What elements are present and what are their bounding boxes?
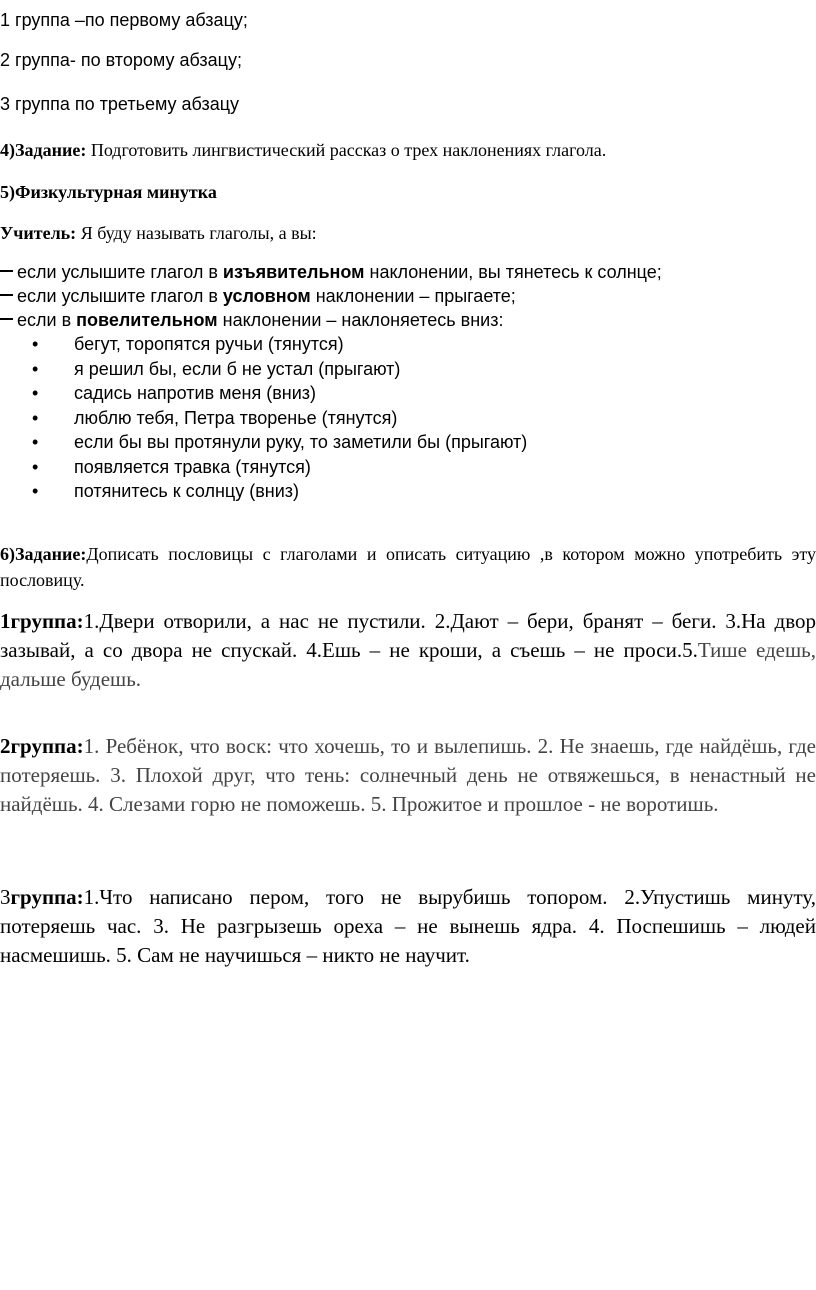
dash-item-bold: условном: [222, 286, 311, 306]
list-item: [0, 479, 527, 504]
group-3-text: 1.Что написано пером, того не вырубишь топором. 2.Упустишь минуту, потеряешь час. 3. Не разгрызешь ореха – не вынешь ядра. 4. Поспешишь – людей насмешишь. 5. Сам не научишься – никто не научит.: [0, 885, 816, 967]
dash-item-bold: изъявительном: [222, 262, 365, 282]
group-2-text: 1. Ребёнок, что воск: что хочешь, то и вылепишь. 2. Не знаешь, где найдёшь, где потеряешь. 3. Плохой друг, что тень: солнечный день не отвяжешься, в ненастный не найдёшь. 4. Слезами горю не поможешь. 5. Прожитое и прошлое - не воротишь.: [0, 734, 816, 816]
dash-item-post: наклонении, вы тянетесь к солнце;: [364, 262, 662, 282]
teacher-text: Я буду называть глаголы, а вы:: [76, 223, 317, 243]
group-3-number: 3: [0, 885, 11, 909]
list-item: [0, 357, 527, 382]
bullet-icon: •: [32, 358, 39, 379]
dash-item-1: [0, 260, 662, 284]
task-5-label: 5)Физкультурная минутка: [0, 182, 217, 202]
list-item-text: люблю тебя, Петра творенье (тянутся): [74, 407, 398, 428]
group-1-text: 1.Двери отворили, а нас не пустили. 2.Дают – бери, бранят – беги. 3.На двор зазывай, а со двора не спускай. 4.Ешь – не кроши, а съешь – не проси.5.: [0, 609, 816, 662]
bullet-icon: •: [32, 456, 39, 477]
dash-item-pre: если услышите глагол в: [17, 286, 223, 306]
line-group-2: 2 группа- по второму абзацу;: [0, 50, 242, 70]
group-1-tail: Тише едешь, дальше будешь.: [0, 638, 816, 691]
dash-mark: [0, 318, 13, 320]
task-4-text: Подготовить лингвистический рассказ о трех наклонениях глагола.: [86, 140, 607, 160]
list-item: [0, 381, 527, 406]
list-item: [0, 455, 527, 480]
verb-list: [0, 332, 527, 504]
list-item-text: я решил бы, если б не устал (прыгают): [74, 358, 401, 379]
dash-mark: [0, 270, 13, 272]
dash-item-post: наклонении – прыгаете;: [310, 286, 516, 306]
bullet-icon: •: [32, 407, 39, 428]
dash-item-bold: повелительном: [76, 310, 218, 330]
task-6-label: 6)Задание:: [0, 544, 87, 564]
dash-item-2: [0, 284, 516, 308]
teacher-line: [0, 221, 317, 245]
dash-item-pre: если услышите глагол в: [17, 262, 223, 282]
list-item-text: садись напротив меня (вниз): [74, 383, 317, 403]
group-1-proverbs: [0, 607, 816, 694]
dash-item-pre: если в: [17, 310, 77, 330]
list-item: [0, 430, 527, 455]
bullet-icon: •: [32, 432, 39, 452]
line-group-1: 1 группа –по первому абзацу;: [0, 10, 248, 30]
bullet-icon: •: [32, 383, 39, 403]
list-item: [0, 406, 527, 431]
line-group-3: 3 группа по третьему абзацу: [0, 94, 240, 114]
bullet-icon: •: [32, 334, 39, 354]
task-4-label: 4)Задание:: [0, 140, 87, 160]
task-5: [0, 180, 217, 204]
task-6-text: Дописать пословицы с глаголами и описать ситуацию ,в котором можно употребить эту пословицу.: [0, 544, 816, 590]
group-1-label: 1группа:: [0, 609, 84, 633]
group-3-label: группа:: [10, 885, 84, 909]
group-2-label: 2группа:: [0, 734, 84, 758]
list-item-text: если бы вы протянули руку, то заметили бы (прыгают): [74, 432, 528, 452]
list-item-text: появляется травка (тянутся): [74, 456, 311, 477]
list-item: [0, 332, 527, 357]
dash-item-3: [0, 308, 503, 332]
group-3-proverbs: [0, 883, 816, 970]
dash-item-post: наклонении – наклоняетесь вниз:: [217, 310, 504, 330]
teacher-label: Учитель:: [0, 223, 77, 243]
task-6: [0, 541, 816, 593]
bullet-icon: •: [32, 481, 39, 501]
group-2-proverbs: [0, 732, 816, 819]
task-4: [0, 138, 606, 162]
list-item-text: бегут, торопятся ручьи (тянутся): [74, 334, 344, 354]
dash-mark: [0, 294, 13, 296]
list-item-text: потянитесь к солнцу (вниз): [74, 481, 300, 501]
